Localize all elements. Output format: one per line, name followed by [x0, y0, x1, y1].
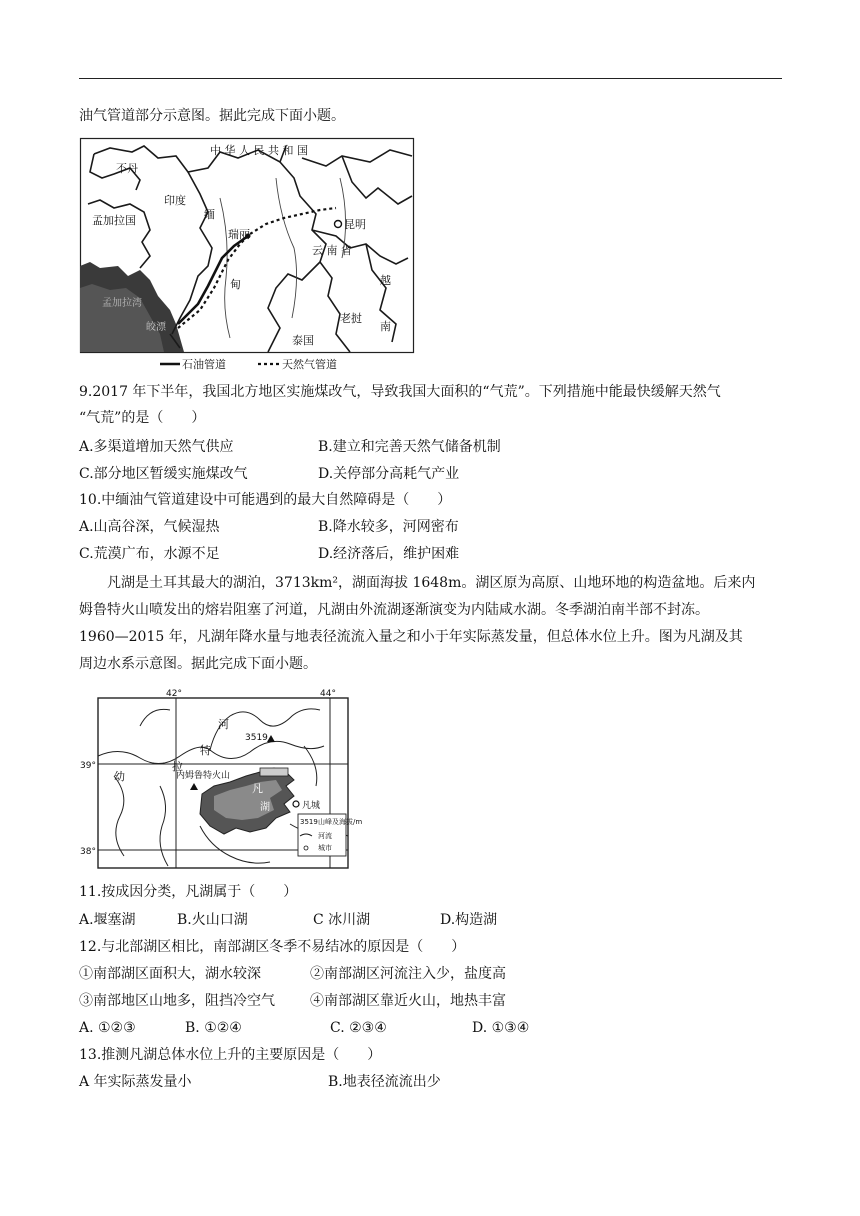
river-label-1: 河: [218, 718, 229, 731]
q12-option-d: D. ①③④: [472, 1020, 530, 1036]
label-thailand: 泰国: [292, 334, 314, 347]
q10-option-c: C.荒漠广布，水源不足: [79, 546, 220, 562]
lon-42: 42°: [166, 689, 182, 699]
label-kunming: 昆明: [344, 218, 366, 231]
q12-option-a: A. ①②③: [79, 1020, 136, 1036]
river-label-3: 拉: [172, 760, 183, 773]
city-label: 凡城: [302, 801, 321, 811]
passage-line-3: 1960—2015 年，凡湖年降水量与地表径流流入量之和小于年实际蒸发量，但总体水位上升。图为凡湖及其: [79, 629, 743, 645]
q13-option-b: B.地表径流流出少: [328, 1074, 441, 1090]
label-india: 印度: [164, 194, 186, 207]
lake-van-passage: [79, 570, 782, 678]
label-yunnan: 云 南 省: [312, 244, 352, 257]
label-ruili: 瑞丽: [228, 228, 250, 241]
legend-peak: 山峰及海拔/m: [318, 818, 363, 826]
legend-gas: 天然气管道: [282, 358, 337, 371]
passage-line-1: 凡湖是土耳其最大的湖泊，3713km²，湖面海拔 1648m。湖区原为高原、山地环地的构造盆地。后来内: [79, 575, 756, 591]
lat-39: 39°: [80, 761, 96, 771]
passage-line-4: 周边水系示意图。据此完成下面小题。: [79, 656, 317, 672]
q12-statement-3: ③南部地区山地多，阻挡冷空气: [79, 993, 275, 1009]
lake-van-map: [80, 686, 363, 872]
label-laos: 老挝: [340, 312, 362, 325]
q9-option-b: B.建立和完善天然气储备机制: [318, 439, 501, 455]
q10-option-b: B.降水较多，河网密布: [318, 519, 459, 535]
q9-stem-2: “气荒”的是（ ）: [79, 410, 206, 426]
label-kyaukphyu: 皎漂: [146, 322, 166, 333]
q12-stem: 12.与北部湖区相比，南部湖区冬季不易结冰的原因是（ ）: [79, 939, 466, 955]
q12-statement-1: ①南部湖区面积大，湖水较深: [79, 966, 261, 982]
q11-option-d: D.构造湖: [440, 912, 498, 928]
legend-oil: 石油管道: [182, 358, 226, 371]
q11-option-c: C 冰川湖: [313, 912, 371, 928]
lake-label-1: 凡: [252, 782, 263, 795]
intro-line: 油气管道部分示意图。据此完成下面小题。: [79, 108, 345, 124]
q9-option-a: A.多渠道增加天然气供应: [79, 439, 234, 455]
legend-city: 城市: [318, 844, 332, 852]
label-bay: 孟加拉湾: [102, 298, 142, 309]
header-rule: [79, 78, 782, 79]
svg-text:3519: 3519: [300, 818, 318, 826]
pipeline-map: [80, 138, 414, 372]
river-label-2: 特: [200, 744, 211, 757]
passage-line-2: 姆鲁特火山喷发出的熔岩阻塞了河道，凡湖由外流湖逐渐演变为内陆咸水湖。冬季湖泊南半部不封冻。: [79, 602, 709, 618]
q13-stem: 13.推测凡湖总体水位上升的主要原因是（ ）: [79, 1047, 382, 1063]
legend-river: 河流: [318, 832, 332, 840]
q9-option-c: C.部分地区暂缓实施煤改气: [79, 466, 248, 482]
lake-label-2: 湖: [260, 802, 270, 813]
label-bangladesh: 孟加拉国: [92, 214, 136, 227]
label-china: 中 华 人 民 共 和 国: [210, 144, 308, 157]
lon-44: 44°: [320, 689, 336, 699]
q9-stem-1: 9.2017 年下半年，我国北方地区实施煤改气，导致我国大面积的“气荒”。下列措施中能最快缓解天然气: [79, 384, 721, 400]
q9-option-d: D.关停部分高耗气产业: [318, 466, 460, 482]
q10-option-d: D.经济落后，维护困难: [318, 546, 460, 562]
q12-option-b: B. ①②④: [185, 1020, 242, 1036]
label-bhutan: 不丹: [116, 162, 138, 175]
peak-height: 3519: [245, 733, 268, 743]
q12-option-c: C. ②③④: [330, 1020, 387, 1036]
q11-option-b: B.火山口湖: [177, 912, 248, 928]
q11-option-a: A.堰塞湖: [79, 912, 136, 928]
label-vietnam-1: 越: [380, 274, 391, 287]
q13-option-a: A 年实际蒸发量小: [79, 1074, 192, 1090]
river-label-4: 幼: [114, 770, 125, 783]
lat-38: 38°: [80, 847, 96, 857]
q10-option-a: A.山高谷深，气候湿热: [79, 519, 220, 535]
q11-stem: 11.按成因分类，凡湖属于（ ）: [79, 884, 298, 900]
volcano-label: 内姆鲁特火山: [176, 771, 231, 781]
label-vietnam-2: 南: [380, 320, 391, 333]
q12-statement-2: ②南部湖区河流注入少，盐度高: [310, 966, 506, 982]
label-myanmar-2: 甸: [230, 278, 241, 291]
label-myanmar-1: 缅: [204, 208, 215, 221]
q12-statement-4: ④南部湖区靠近火山，地热丰富: [310, 993, 506, 1009]
q10-stem: 10.中缅油气管道建设中可能遇到的最大自然障碍是（ ）: [79, 492, 452, 508]
